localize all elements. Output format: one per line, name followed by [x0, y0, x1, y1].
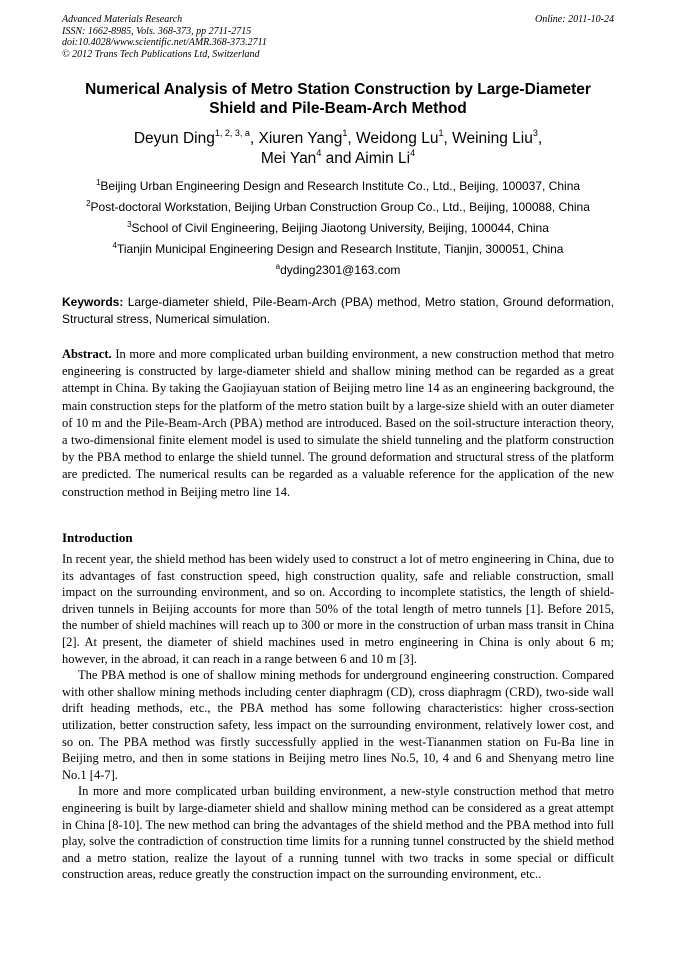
author-affiliation-marker: 3 — [532, 128, 538, 138]
affiliation-marker: 1 — [95, 178, 101, 187]
affiliation-list — [62, 176, 614, 281]
journal-doi[interactable]: doi:10.4028/www.scientific.net/AMR.368-373.2711 — [62, 37, 267, 48]
abstract-label: Abstract. — [62, 347, 112, 361]
author-affiliation-marker: 4 — [410, 148, 416, 158]
email-link[interactable]: dyding2301@163.com — [280, 263, 401, 277]
author-separator: , — [537, 130, 543, 147]
email-marker: a — [275, 262, 281, 271]
affiliation-item — [62, 239, 614, 260]
introduction-paragraph: In recent year, the shield method has been widely used to construct a lot of metro engineering in China, due to its advantages of fast construction speed, high construction quality, safe and reliable construction, small impact on the surrounding environment, and so on. According to incomplete statistics, the length of shield-driven tunnels in Beijing accounts for more than 50% of the total length of metro tunnels [1]. Before 2015, the number of shield machines will reach up to 300 or more in the construction of urban mass transit in China [2]. At present, the diameter of shield machines used in metro engineering in China is only about 6 m; however, in the abroad, it can reach in a range between 6 and 10 m [3]. — [62, 552, 614, 666]
journal-issn: ISSN: 1662-8985, Vols. 368-373, pp 2711-2715 — [62, 25, 252, 37]
abstract-block — [62, 346, 614, 501]
keywords-text: Large-diameter shield, Pile-Beam-Arch (PBA) method, Metro station, Ground deformation, Structural stress, Numerical simulation. — [62, 295, 614, 326]
affiliation-email — [62, 260, 614, 281]
keywords-label: Keywords: — [62, 295, 124, 309]
affiliation-item — [62, 176, 614, 197]
author-name: Deyun Ding — [133, 130, 215, 147]
author-separator: , — [347, 130, 357, 147]
author-affiliation-marker: 4 — [316, 148, 322, 158]
author-list — [62, 129, 614, 169]
affiliation-text: School of Civil Engineering, Beijing Jiaotong University, Beijing, 100044, China — [131, 221, 549, 235]
author-name: Weidong Lu — [356, 130, 439, 147]
author-separator: and — [321, 150, 355, 167]
author-name: Weining Liu — [452, 130, 533, 147]
affiliation-marker: 4 — [112, 241, 117, 250]
abstract-text: In more and more complicated urban building environment, a new construction method that metro engineering is constructed by large-diameter shield and shallow mining method can be regarded as a great attempt in China. By taking the Gaojiayuan station of Beijing metro line 14 as an engineering background, the main construction steps for the platform of the metro station built by a large-size shield with an outer diameter of 10 m and the Pile-Beam-Arch (PBA) method are introduced. Based on the soil-structure interaction theory, a two-dimensional finite element model is used to simulate the shield tunneling and the platform construction by the PBA method to enlarge the shield tunnel. The ground deformation and structural stress of the platform are predicted. The numerical results can be regarded as a valuable reference for the application of the new construction method in Beijing metro line 14. — [62, 347, 615, 499]
keywords-block — [62, 294, 614, 328]
online-date: Online: 2011-10-24 — [535, 14, 614, 25]
section-heading-introduction: Introduction — [62, 530, 133, 545]
author-affiliation-marker: 1 — [438, 128, 444, 138]
affiliation-text: Beijing Urban Engineering Design and Research Institute Co., Ltd., Beijing, 100037, China — [100, 179, 581, 193]
journal-header — [62, 14, 614, 60]
affiliation-marker: 2 — [86, 199, 91, 208]
affiliation-text: Tianjin Municipal Engineering Design and Research Institute, Tianjin, 300051, China — [116, 242, 564, 256]
affiliation-text: Post-doctoral Workstation, Beijing Urban Construction Group Co., Ltd., Beijing, 100088, China — [90, 200, 590, 214]
author-separator: , — [443, 130, 453, 147]
journal-copyright: © 2012 Trans Tech Publications Ltd, Switzerland — [62, 48, 260, 60]
introduction-paragraph: In more and more complicated urban building environment, a new-style construction method that metro engineering is built by large-diameter shield and shallow mining method can be considered as a great attempt in China [8-10]. The new method can bring the advantages of the shield method and the PBA method into full play, solve the contradiction of construction time limits for a running tunnel constructed by the shield method and a metro station, realize the layout of a running tunnel with two tracks in some special or difficult construction areas, reduce greatly the construction impact on the surrounding environment, etc.. — [62, 784, 614, 882]
journal-name: Advanced Materials Research — [62, 14, 183, 25]
introduction-body — [62, 551, 614, 883]
introduction-paragraph: The PBA method is one of shallow mining methods for underground engineering construction. Compared with other shallow mining methods including center diaphragm (CD), cross diaphragm (CRD), two-side wall drift heading methods, etc., the PBA method has some following characteristics: higher cross-section utilization, better construction safety, less impact on the surrounding environment, relatively lower cost, and so on. The PBA method was firstly successfully applied in the west-Tiananmen station on Fu-Ba line in Beijing metro, and then in some stations in Beijing metro lines No.5, 10, 4 and 6 and Shenyang metro line No.1 [4-7]. — [62, 668, 614, 782]
author-name: Aimin Li — [354, 150, 411, 167]
author-name: Mei Yan — [260, 150, 317, 167]
author-affiliation-marker: 1 — [342, 128, 348, 138]
author-separator: , — [249, 130, 259, 147]
author-name: Xiuren Yang — [258, 130, 343, 147]
affiliation-marker: 3 — [127, 220, 132, 229]
author-affiliation-marker: 1, 2, 3, a — [214, 128, 250, 138]
affiliation-item — [62, 197, 614, 218]
paper-title: Numerical Analysis of Metro Station Construction by Large-Diameter Shield and Pile-Beam-Arch Method — [85, 81, 591, 117]
affiliation-item — [62, 218, 614, 239]
